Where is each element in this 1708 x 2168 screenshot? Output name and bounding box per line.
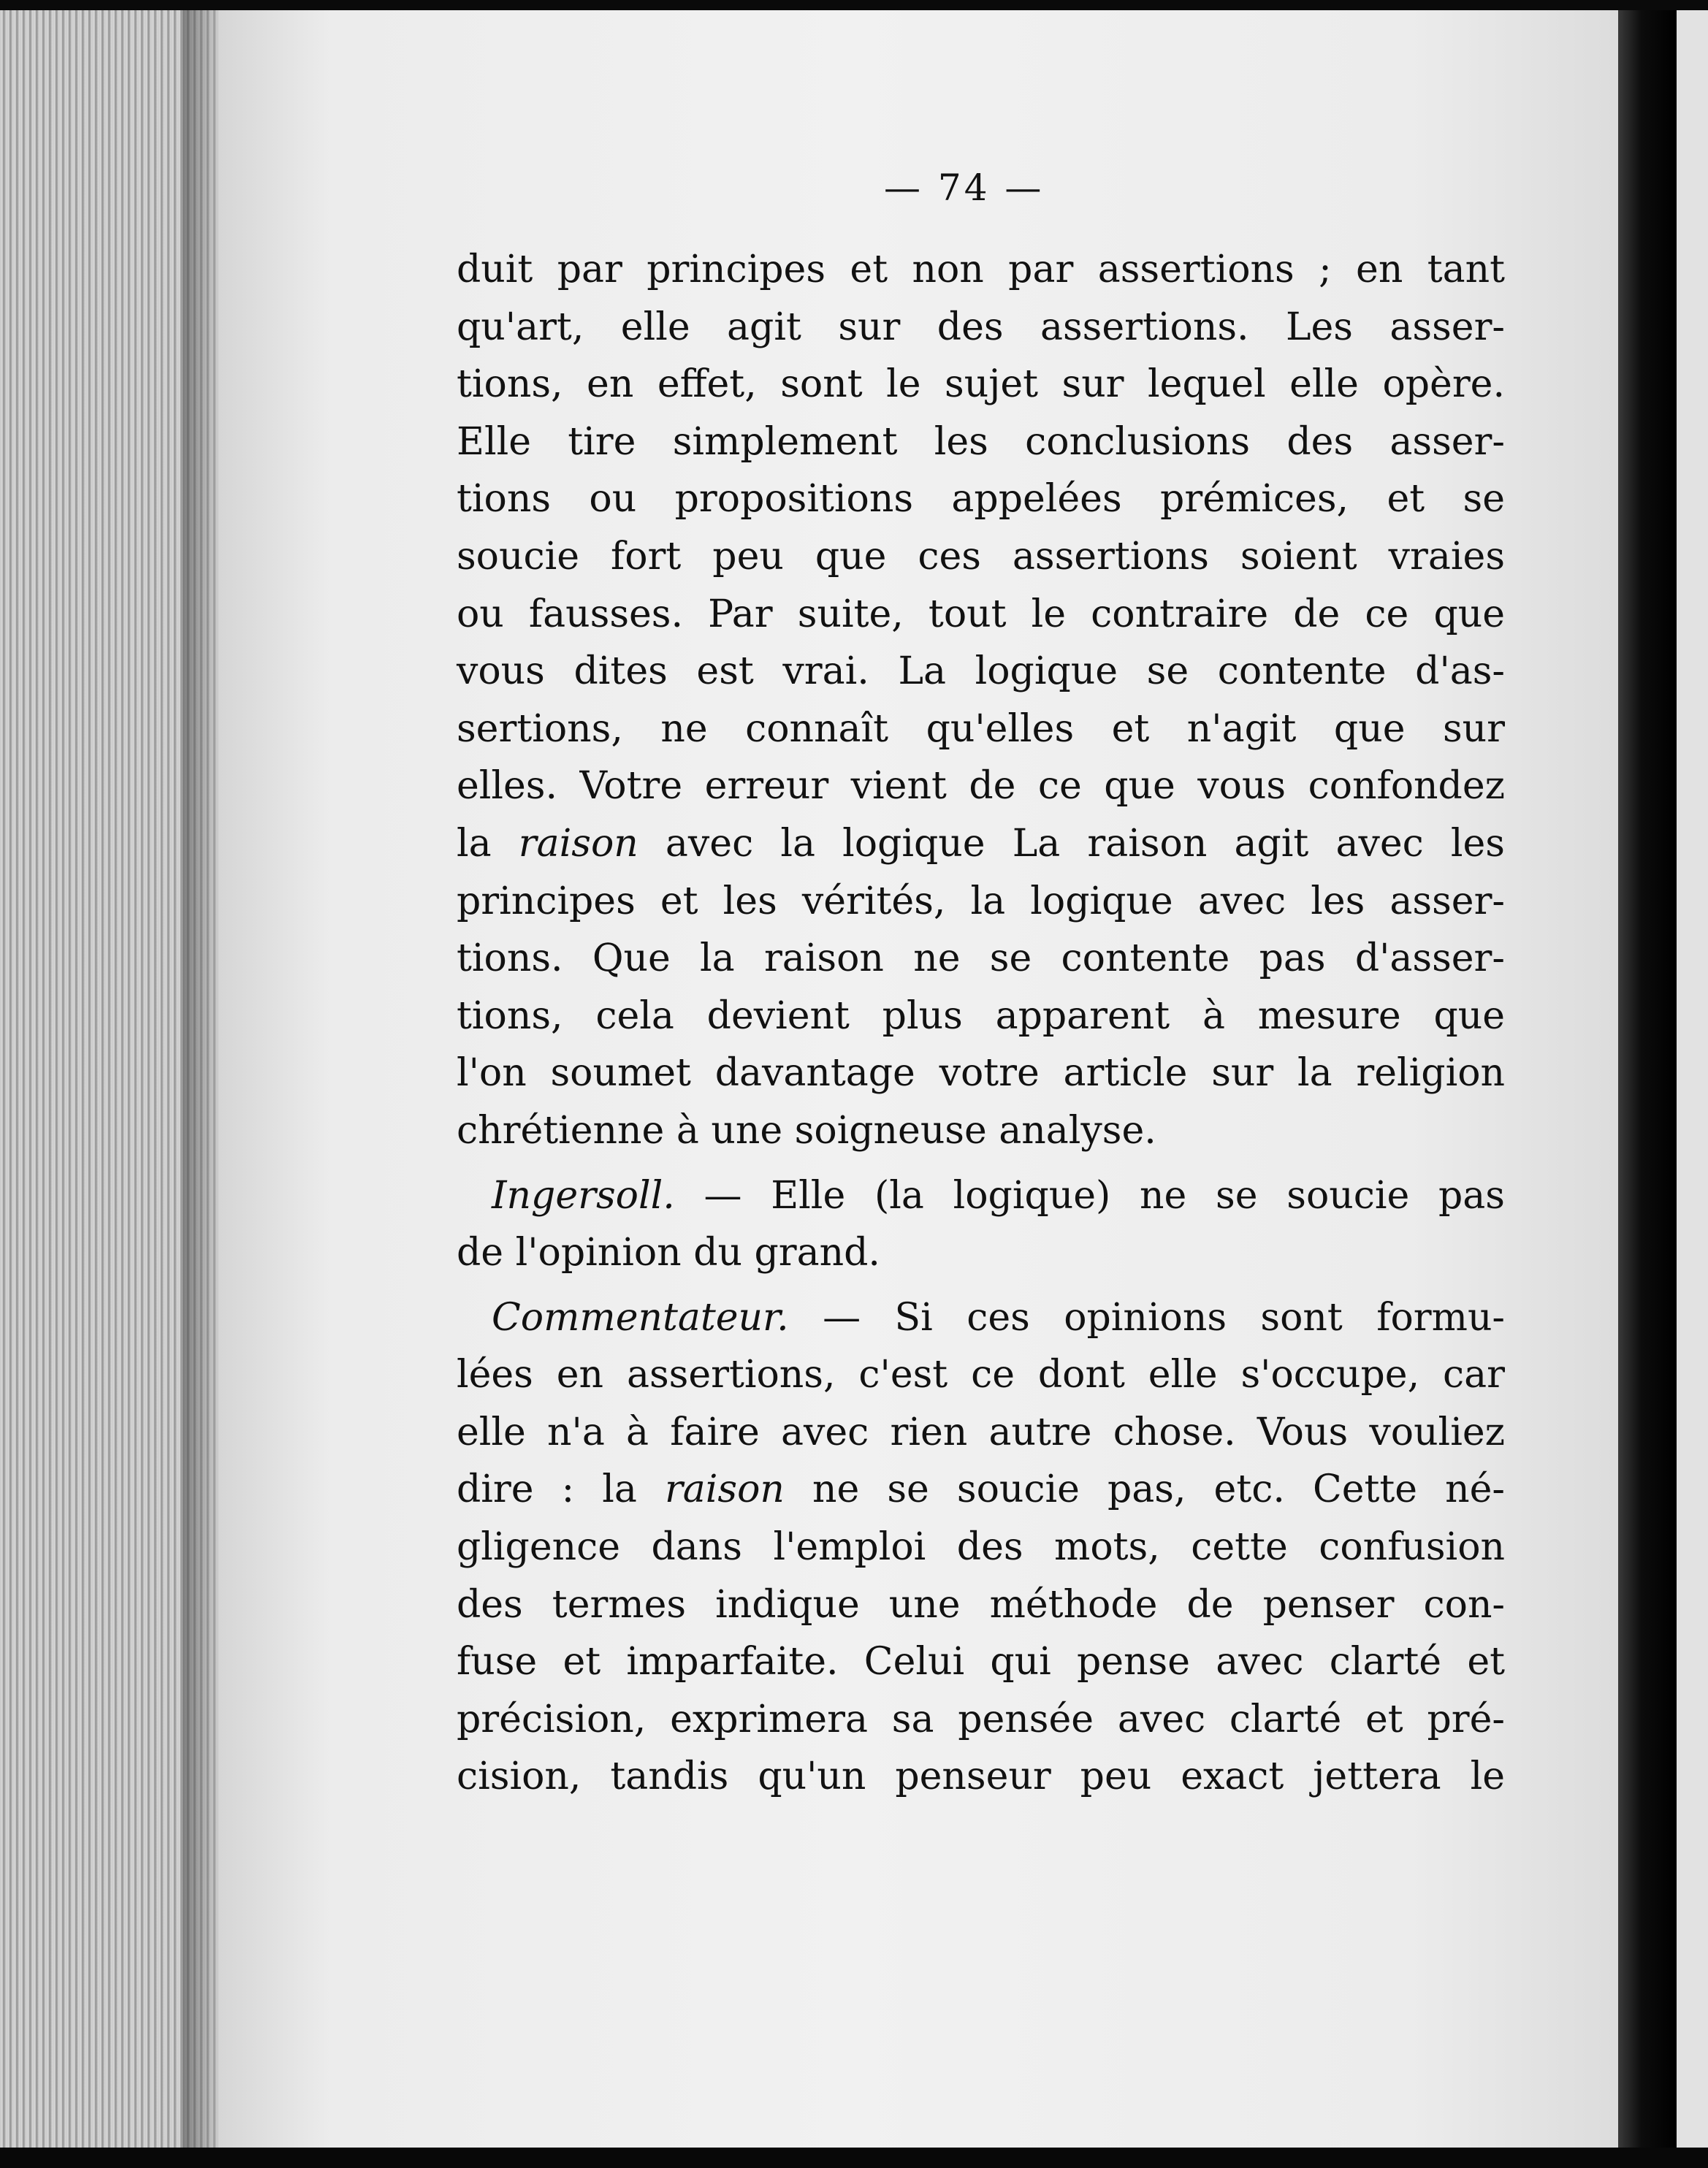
scan-top-border	[0, 0, 1708, 10]
text-line: l'on soumet davantage votre article sur la religion	[457, 1051, 1505, 1096]
text-line: fuse et imparfaite. Celui qui pense avec clarté et	[457, 1640, 1505, 1684]
text-line: tions. Que la raison ne se contente pas d'asser-	[457, 936, 1505, 981]
text-line	[457, 1167, 1505, 1225]
page-number: — 74 —	[884, 167, 1045, 209]
text-line	[457, 815, 1505, 873]
text-line: vous dites est vrai. La logique se contente d'as-	[457, 649, 1505, 694]
text-line	[457, 1461, 1505, 1519]
italic-term: raison	[518, 821, 638, 866]
text-run: — Si ces opinions sont formu-	[788, 1295, 1505, 1340]
text-line: des termes indique une méthode de penser con-	[457, 1582, 1505, 1627]
text-run: ne se soucie pas, etc. Cette né-	[784, 1467, 1505, 1512]
text-run: la	[457, 821, 519, 866]
book-gutter	[1618, 10, 1677, 2148]
text-line: de l'opinion du grand.	[457, 1231, 880, 1275]
text-line: qu'art, elle agit sur des assertions. Les asser-	[457, 305, 1505, 349]
text-line: lées en assertions, c'est ce dont elle s'occupe, car	[457, 1353, 1505, 1397]
text-line: gligence dans l'emploi des mots, cette confusion	[457, 1525, 1505, 1570]
italic-term: raison	[664, 1467, 785, 1512]
text-line: elle n'a à faire avec rien autre chose. Vous vouliez	[457, 1410, 1505, 1454]
speaker-name: Ingersoll.	[492, 1173, 675, 1218]
text-line: cision, tandis qu'un penseur peu exact jettera le	[457, 1755, 1505, 1799]
scan-right-margin	[1677, 10, 1708, 2148]
text-line: principes et les vérités, la logique avec les asser-	[457, 879, 1505, 923]
book-page-edges	[0, 10, 219, 2148]
scan-bottom-border	[0, 2148, 1708, 2168]
speaker-name: Commentateur.	[492, 1295, 789, 1340]
text-line	[457, 1289, 1505, 1347]
text-line: tions, cela devient plus apparent à mesure que	[457, 993, 1505, 1038]
text-line: elles. Votre erreur vient de ce que vous confondez	[457, 764, 1505, 809]
text-run: avec la logique La raison agit avec les	[638, 821, 1505, 866]
body-text	[457, 241, 1505, 1806]
text-line: soucie fort peu que ces assertions soient vraies	[457, 534, 1505, 579]
text-run: dire : la	[457, 1467, 665, 1512]
paragraph	[457, 1289, 1505, 1806]
text-line: précision, exprimera sa pensée avec clarté et pré-	[457, 1697, 1505, 1741]
text-line: duit par principes et non par assertions ; en tant	[457, 248, 1505, 291]
text-line: ou fausses. Par suite, tout le contraire de ce que	[457, 592, 1505, 636]
text-line: sertions, ne connaît qu'elles et n'agit que sur	[457, 706, 1505, 751]
text-line: tions, en effet, sont le sujet sur lequel elle opère.	[457, 362, 1505, 407]
paragraph	[457, 241, 1505, 1160]
text-line: Elle tire simplement les conclusions des asser-	[457, 419, 1505, 464]
text-run: — Elle (la logique) ne se soucie pas	[674, 1173, 1505, 1218]
text-line: tions ou propositions appelées prémices, et se	[457, 477, 1505, 522]
text-line: chrétienne à une soigneuse analyse.	[457, 1108, 1156, 1153]
paragraph	[457, 1167, 1505, 1282]
